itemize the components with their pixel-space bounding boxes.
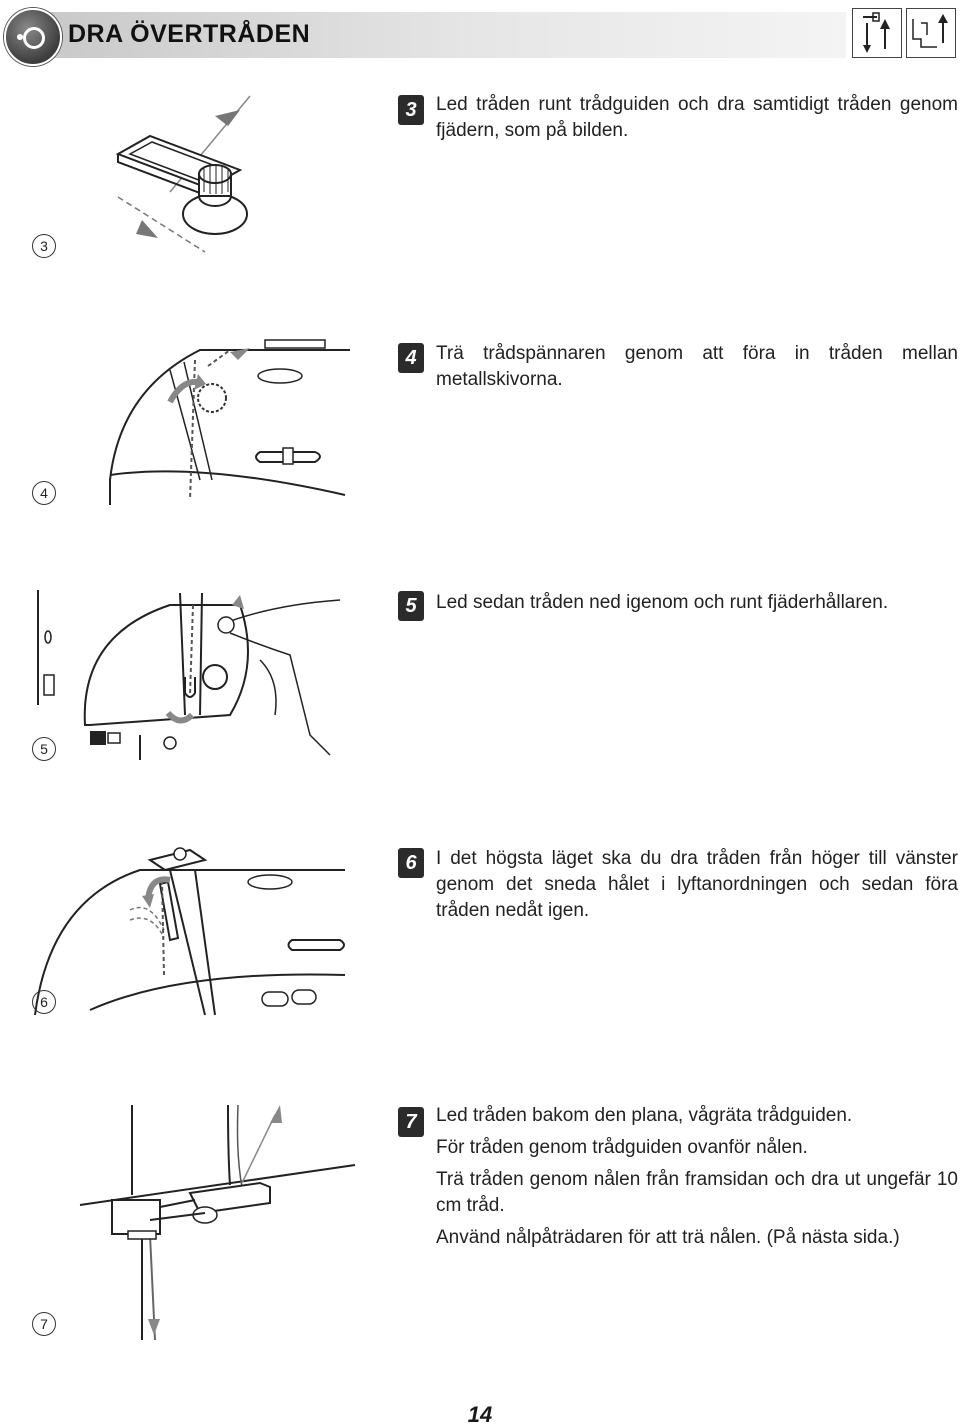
step-paragraph: Trä tråden genom nålen från framsidan och dra ut ungefär 10 cm tråd. — [436, 1169, 958, 1216]
step-instruction — [436, 846, 958, 924]
section-logo-icon — [4, 8, 62, 66]
page-header — [0, 0, 960, 66]
step-paragraph: Led sedan tråden ned igenom och runt fjäderhållaren. — [436, 592, 889, 613]
step-paragraph: I det högsta läget ska du dra tråden från höger till vänster genom det sneda hålet i lyftanordningen och sedan föra tråden nedåt igen. — [436, 848, 958, 921]
step-instruction — [436, 590, 958, 616]
figure-number: 4 — [32, 481, 56, 505]
step-badge: 7 — [398, 1107, 424, 1137]
step-paragraph: Led tråden bakom den plana, vågräta trådguiden. — [436, 1105, 853, 1126]
presser-foot-icon — [906, 8, 956, 58]
page-number: 14 — [467, 1402, 493, 1427]
figure-number: 3 — [32, 234, 56, 258]
step-instruction — [436, 92, 958, 144]
step-paragraph: För tråden genom trådguiden ovanför nålen. — [436, 1137, 808, 1158]
step-paragraph: Led tråden runt trådguiden och dra samtidigt tråden genom fjädern, som på bilden. — [436, 94, 958, 141]
step-badge: 3 — [398, 95, 424, 125]
step-instruction — [436, 341, 958, 393]
take-up-lever-illustration — [30, 840, 350, 1020]
figure-number: 5 — [32, 737, 56, 761]
needle-thread-icon — [852, 8, 902, 58]
step-badge: 4 — [398, 343, 424, 373]
needle-guide-illustration — [70, 1095, 360, 1345]
step-badge: 5 — [398, 591, 424, 621]
figure-number: 7 — [32, 1312, 56, 1336]
step-instruction — [436, 1103, 958, 1251]
thread-guide-spring-illustration — [90, 92, 360, 262]
thread-tension-illustration — [100, 330, 350, 510]
step-badge: 6 — [398, 848, 424, 878]
page-title: DRA ÖVERTRÅDEN — [68, 20, 311, 48]
spring-holder-illustration — [30, 585, 350, 765]
step-paragraph: Trä trådspännaren genom att föra in tråden mellan metallskivorna. — [436, 343, 958, 390]
step-paragraph: Använd nålpåträdaren för att trä nålen. (På nästa sida.) — [436, 1227, 900, 1248]
figure-number: 6 — [32, 990, 56, 1014]
